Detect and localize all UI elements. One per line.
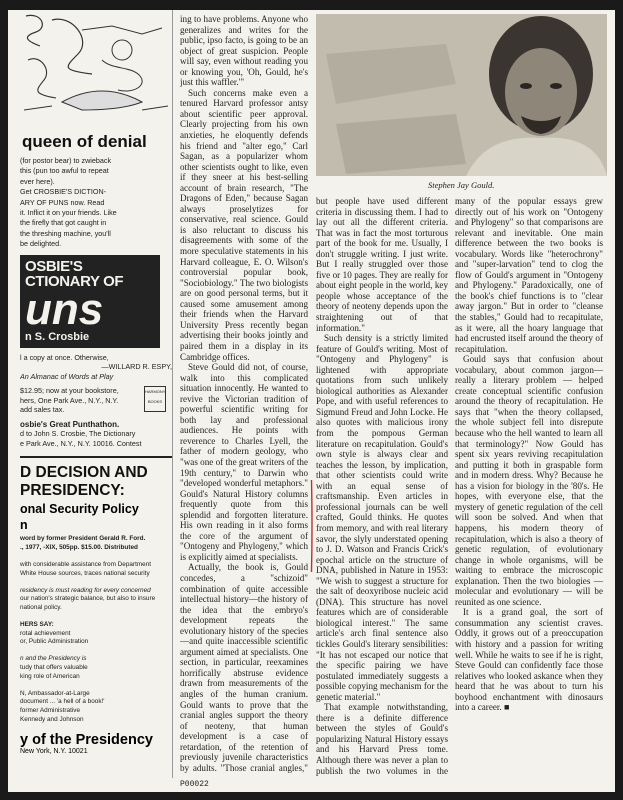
article-paragraph: It is a grand goal, the sort of consummation any scientist craves. Oddly, it grows out of a preoccupation with history and a passion for writing well. While he waits to see if he is right, Steve Gould can confidently face those relatives who looked askance when they heard that he was about to turn his boyhood enchantment with dinosaurs into a career. ■: [455, 607, 603, 713]
policy-ad-line: [20, 647, 172, 656]
puns-ad-headline: queen of denial: [22, 132, 147, 151]
photo-caption: Stephen Jay Gould.: [428, 180, 495, 190]
article-paragraph: many of the popular essays grew directly out of his work on "Ontogeny and Phylogeny" so that comparisons are relevant and inevitable. One main difference between the two books is vocabulary. Words like "heterochrony" and "super-larvation" tend to clog the flow of Gould's argument in "Ontogeny and Phylogeny." Paradoxically, one of the book's chief functions is to "clear away jargon." But in order to "cleanse the stables," Gould had to recapitulate, as it were, all the hoary language that had encrusted itself around the theory of recapitulation.: [455, 196, 603, 354]
puns-ad-line: be delighted.: [20, 239, 62, 249]
article-paragraph: but people have used different criteria in discussing them. I had to lay out all the different criteria. That was in fact the most torturous part of the book for me. Usually, I don't struggle writing. I just write. But I really struggled over those five or 10 pages. They are really for about eight people in the world, key people whose acceptance of the theory of neoteny depends upon the straightening out of that information.": [316, 196, 448, 333]
policy-ad-body: [20, 535, 172, 724]
policy-ad-line: former Administrative: [20, 707, 81, 715]
price-line: $12.95; now at your bookstore,: [20, 386, 119, 396]
article-column-3: [455, 196, 603, 776]
policy-ad-line: or, Public Administration: [20, 638, 89, 646]
puns-ad-line: ARY OF PUNS now. Read: [20, 197, 105, 207]
blurb-line: l a copy at once. Otherwise,: [20, 352, 109, 362]
policy-ad-line: Kennedy and Johnson: [20, 715, 84, 723]
policy-ad-subhead: onal Security Policy: [20, 502, 139, 517]
article-paragraph: Such concerns make even a tenured Harvard professor antsy about scientific peer approval. Clearly projecting from his own anxieties, he eloquently defends his friend and "alter ego," Carl Sagan, as a popularizer whom other scientists ought to like, even if they sneer at his best-selling account of brain research, "The Dragons of Eden," because Sagan always proselytizes for conservative, real science. Gould is also reluctant to discuss his disagreements with some of the more speculative statements in his Harvard colleague, E. O. Wilson's controversial popular book, "Sociobiology." The two biologists are on good personal terms, but it caused some amusement among their friends when the Harvard University Press recently began advertising their books jointly and paired them in a display in its Cambridge offices.: [180, 87, 308, 362]
policy-ad-line: document ... 'a hell of a book!': [20, 698, 105, 706]
policy-ad-line: ., 1977, -XIX, 505pp. $15.00. Distributed: [20, 543, 138, 551]
policy-ad-line: national policy.: [20, 603, 62, 611]
portrait-illustration: [316, 14, 607, 176]
contest-line: d to John S. Crosbie, The Dictionary: [20, 429, 136, 439]
article-paragraph: ing to have problems. Anyone who generalizes and writes for the public, ipso facto, is going to be an object of great suspicion. People will say, even without reading you or knowing you, 'Oh, Gould, he's just this waffler.'": [180, 14, 308, 88]
puns-ad-price: [20, 386, 172, 415]
policy-ad-line: king role of American: [20, 672, 80, 680]
policy-ad-line: with considerable assistance from Department: [20, 560, 152, 568]
policy-ad-line: [20, 578, 172, 587]
book-cover-big-word: uns: [25, 284, 104, 334]
book-cover-title-2: CTIONARY OF: [25, 272, 124, 290]
contest-title: osbie's Great Punthathon.: [20, 419, 120, 429]
contest-line: e Park Ave., N.Y., N.Y. 10016. Contest: [20, 438, 142, 448]
policy-ad-line: N, Ambassador-at-Large: [20, 689, 90, 697]
policy-ad-subhead-2: n: [20, 518, 28, 533]
puns-ad-line: the threshing machine, you'll: [20, 228, 111, 238]
policy-ad-line: word by former President Gerald R. Ford.: [20, 535, 146, 543]
ad-divider: [20, 456, 172, 458]
policy-ad-headline-2: PRESIDENCY:: [20, 482, 125, 500]
policy-ad-line: residency is must reading for every concerned: [20, 586, 151, 594]
book-cover-image: [20, 255, 160, 348]
policy-ad-line: tudy that offers valuable: [20, 664, 88, 672]
price-line: hers, One Park Ave., N.Y., N.Y.: [20, 395, 119, 405]
article-paragraph: That example notwithstanding, there is a definite difference between the styles of Gould's popularizing Natural History essays and his Harvard Press tome. Although there was never a plan to publish the two volumes in the: [316, 702, 448, 776]
puns-ad-line: this (pun too awful to repeat: [20, 166, 109, 176]
article-paragraph: Actually, the book is, Gould concedes, a "schizoid" combination of quite accessible intellectual history—the history of the idea that the embryo's development repeats the evolutionary history of the species—and quite inaccessible scientific argument aimed at specialists. One section, in particular, reexamines horrifically abstruse evidence drawn from measurements of the angles of the human cranium. Gould wants to prove that the cranial angles support the theory of neoteny, that human development is a case of retardation, of the retention of previously juvenile characteristics by adults. "Those cranial angles,": [180, 562, 308, 773]
scanned-page: [8, 10, 615, 792]
book-cover-title-1: OSBIE'S: [25, 257, 83, 275]
policy-ad-line: White House sources, traces national security: [20, 569, 150, 577]
puns-ad-line: ever here).: [20, 176, 55, 186]
article-paragraph: Steve Gould did not, of course, walk into this complicated situation innocently. He wanted to revive the Victorian tradition of powerful scientific writing for both lay and professional audiences. He points with reverence to Charles Lyell, the father of modern geology, who "was one of the great writers of the 19th century," to Darwin who "developed wonderful metaphors." Gould's Natural History columns frequently quote from this splendid and forgotten literature. His own reading in it also forms the core of the argument of "Ontogeny and Phylogeny," which is explicitly aimed at specialists.: [180, 362, 308, 562]
policy-ad-line: [20, 552, 172, 561]
policy-ad-footer: y of the Presidency: [20, 732, 153, 749]
policy-ad-line: [20, 681, 172, 690]
policy-ad-line: HERS SAY:: [20, 621, 54, 629]
book-cover-author: n S. Crosbie: [25, 330, 90, 343]
policy-ad-line: rotal achievement: [20, 629, 71, 637]
article-column-1: [180, 14, 308, 774]
blurb-line: An Almanac of Words at Play: [20, 371, 114, 381]
advertisement-column: [20, 10, 173, 778]
harmony-books-logo: HARMONY BOOKS: [144, 386, 166, 412]
policy-ad-line: our nation's strategic balance, but also to insure: [20, 595, 156, 603]
puns-ad-blurb: [20, 353, 172, 382]
article-paragraph: Such density is a strictly limited feature of Gould's writing. Most of "Ontogeny and Phylogeny" is lightened with appropriate quotations from such unlikely biological authorities as Alexander Pope, and with useful references to Sigmund Freud and John Locke. He also quotes with malicious irony from the pompous German literature on recapitulation. Gould's own style is always clear and teaches the lesson, by implication, that other scientists could write with an equal sense of craftsmanship. Even articles in professional journals can be well crafted, Gould thinks. He quotes from memory, and with real literary savor, the slyly understated opening to J. D. Watson and Francis Crick's epochal article on the structure of DNA, published in Nature in 1953: "We wish to suggest a structure for the salt of deoxyribose nucleic acid (DNA). This structure has novel features which are of considerable biological interest." The same article's arch final sentence also tickles Gould's literary sensibilities: "It has not escaped our notice that the specific pairing we have postulated immediately suggests a possible copying mechanism for the genetic material.": [316, 333, 448, 702]
puns-ad-illustration-area: [20, 10, 172, 130]
archive-stamp: P00022: [180, 780, 209, 789]
puns-ad-contest: [20, 420, 172, 449]
puns-ad-line: it. Inflict it on your friends. Like: [20, 208, 117, 218]
article-paragraph: Gould says that confusion about vocabulary, about common jargon—really a literary problem — helped create conceptual scientific confusion around the theory of recapitulation. He says that "when the theory collapsed, the whole subject fell into disrepute because who the hell wanted to learn all that terminology?" Now Gould has spent six years reviving recapitulation and putting it both in graspable form and in modern dress. Why? Because he has a vision for biology in the '80's. He hopes, with everyone else, that the mystery of genetic regulation of the cell will soon be solved. And when that happens, his modern theory of recapitulation, which is also a theory of genetic regulation, of evolutionary change in whole organisms, will be waiting to embrace the microscopic explanation. Then the two biologies — molecular and evolutionary — will be reunited as one science.: [455, 354, 603, 607]
red-margin-mark: [310, 480, 313, 572]
policy-ad-address: New York, N.Y. 10021: [20, 748, 88, 756]
blurb-line: —WILLARD R. ESPY,: [101, 362, 172, 372]
article-column-2: [316, 196, 448, 776]
price-line: add sales tax.: [20, 405, 65, 415]
doodle-illustration: [22, 10, 170, 118]
puns-ad-line: Get CROSBIE'S DICTION-: [20, 187, 107, 197]
puns-ad-body: [20, 156, 172, 249]
puns-ad-line: the firefly that got caught in: [20, 218, 107, 228]
policy-ad-headline-1: D DECISION AND: [20, 464, 148, 482]
policy-ad-line: [20, 613, 172, 622]
portrait-photo: [316, 14, 607, 176]
puns-ad-line: (for postor bear) to zwieback: [20, 156, 112, 165]
policy-ad-line: n and the Presidency is: [20, 655, 87, 663]
